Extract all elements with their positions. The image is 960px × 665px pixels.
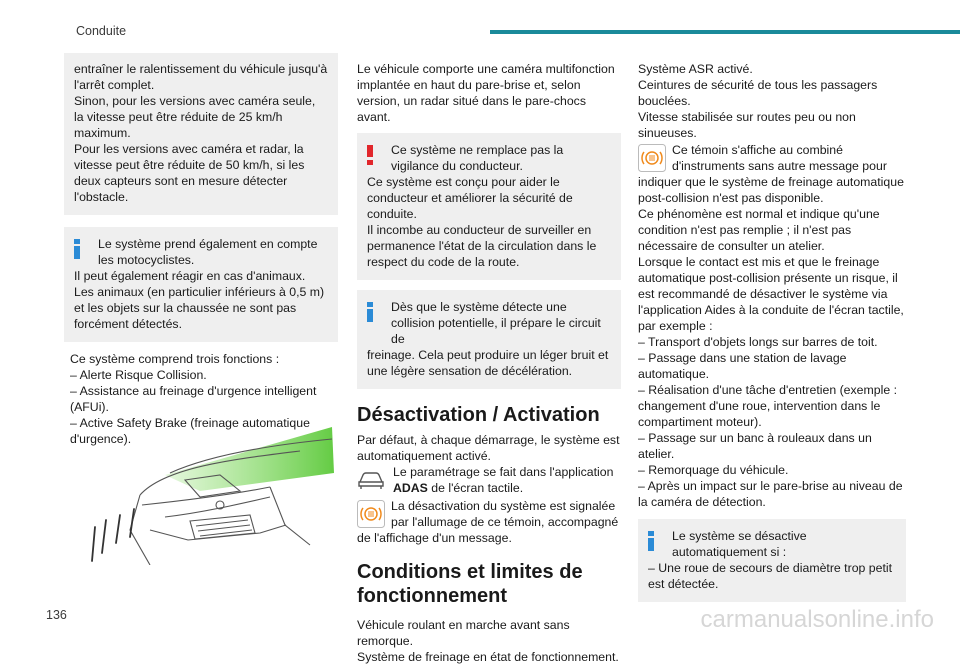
info-icon (648, 531, 654, 551)
paragraph: entraîner le ralentissement du véhicule jusqu'à l'arrêt complet. (74, 62, 328, 92)
list-item: – Réalisation d'une tâche d'entretien (exemple : changement d'une roue, intervention dans le compartiment moteur). (638, 383, 897, 429)
brake-indicator-icon (638, 144, 666, 172)
section-title: Conduite (76, 24, 127, 38)
paragraph: Vitesse stabilisée sur routes peu ou non sinueuses. (638, 110, 856, 140)
list-item: – Active Safety Brake (freinage automatique d'urgence). (70, 416, 310, 446)
note-lead: Le système prend également en compte les motocyclistes. (98, 237, 318, 267)
car-icon (357, 465, 385, 493)
note-body: – Une roue de secours de diamètre trop petit est détectée. (648, 561, 893, 591)
column-2 (357, 61, 621, 665)
paragraph: Système ASR activé. (638, 62, 753, 76)
paragraph: Sinon, pour les versions avec caméra seule, la vitesse peut être réduite de 25 km/h maximum. (74, 94, 316, 140)
indicator-text: La désactivation du système est signalée par l'allumage de ce témoin, accompagné de l'affichage d'un message. (357, 499, 619, 545)
note-body: Il peut également réagir en cas d'animaux. (74, 269, 306, 283)
car-detection-illustration (70, 425, 340, 565)
paragraph: Véhicule roulant en marche avant sans remorque. (357, 618, 570, 648)
watermark: carmanualsonline.info (700, 606, 934, 633)
paragraph: Système de freinage en état de fonctionnement. (357, 650, 619, 664)
paragraph: Lorsque le contact est mis et que le freinage automatique post-collision présente un risque, il est recommandé de désactiver le système via l'application Aides à la conduite de l'écran tactile, par exemple : (638, 255, 904, 333)
note-lead: Ce système ne remplace pas la vigilance du conducteur. (391, 143, 564, 173)
heading-deactivation: Désactivation / Activation (357, 404, 600, 426)
note-body: freinage. Cela peut produire un léger bruit et une légère sensation de décélération. (367, 348, 609, 378)
heading-conditions: Conditions et limites de fonctionnement (357, 561, 583, 607)
note-body: Ce système est conçu pour aider le conducteur et améliorer la sécurité de conduite. (367, 175, 573, 221)
list-item: – Assistance au freinage d'urgence intelligent (AFUi). (70, 384, 317, 414)
note-body: Il incombe au conducteur de surveiller en permanence l'état de la circulation dans le respect du code de la route. (367, 223, 597, 269)
column-3 (638, 61, 906, 602)
indicator-row (638, 142, 906, 206)
list-item: – Alerte Risque Collision. (70, 368, 207, 382)
functions-intro: Ce système comprend trois fonctions : (70, 352, 280, 366)
brake-indicator-icon (357, 500, 385, 528)
page-number: 136 (46, 608, 67, 622)
column-1 (64, 53, 338, 447)
paragraph: Par défaut, à chaque démarrage, le système est automatiquement activé. (357, 433, 620, 463)
paragraph: Ceintures de sécurité de tous les passagers bouclées. (638, 78, 878, 108)
info-note (638, 519, 906, 602)
list-item: – Passage dans une station de lavage automatique. (638, 351, 847, 381)
info-icon (74, 239, 80, 259)
info-note (64, 227, 338, 342)
info-icon (367, 302, 373, 322)
list-item: – Passage sur un banc à rouleaux dans un atelier. (638, 431, 872, 461)
warning-icon (367, 145, 373, 165)
note-lead: Le système se désactive automatiquement si : (672, 529, 807, 559)
paragraph: Pour les versions avec caméra et radar, la vitesse peut être réduite de 50 km/h, si les deux capteurs sont en mesure détecter l'obstacle. (74, 142, 305, 204)
braking-box (64, 53, 338, 215)
list-item: – Après un impact sur le pare-brise au niveau de la caméra de détection. (638, 479, 903, 509)
header-accent-bar (490, 30, 960, 34)
list-item: – Transport d'objets longs sur barres de toit. (638, 335, 878, 349)
indicator-row (357, 498, 621, 546)
warning-note (357, 133, 621, 280)
indicator-text: Ce témoin s'affiche au combiné d'instruments sans autre message pour indiquer que le système de freinage automatique post-collision n'est pas disponible. (638, 143, 904, 205)
paragraph: Ce phénomène est normal et indique qu'une condition n'est pas remplie ; il n'est pas nécessaire de consulter un atelier. (638, 207, 880, 253)
adas-row (357, 464, 621, 496)
note-body: Les animaux (en particulier inférieurs à 0,5 m) et les objets sur la chaussée ne sont pas forcément détectés. (74, 285, 325, 331)
radar-waves (92, 509, 134, 561)
adas-text-before: Le paramétrage se fait dans l'application (393, 465, 614, 479)
adas-text-after: de l'écran tactile. (427, 481, 524, 495)
note-lead: Dès que le système détecte une collision potentielle, il prépare le circuit de (391, 300, 601, 346)
list-item: – Remorquage du véhicule. (638, 463, 789, 477)
detection-beam (165, 427, 334, 491)
info-note (357, 290, 621, 389)
adas-app-name: ADAS (393, 481, 428, 495)
intro-paragraph: Le véhicule comporte une caméra multifonction implantée en haut du pare-brise et, selon version, un radar situé dans le pare-chocs avant. (357, 62, 615, 124)
